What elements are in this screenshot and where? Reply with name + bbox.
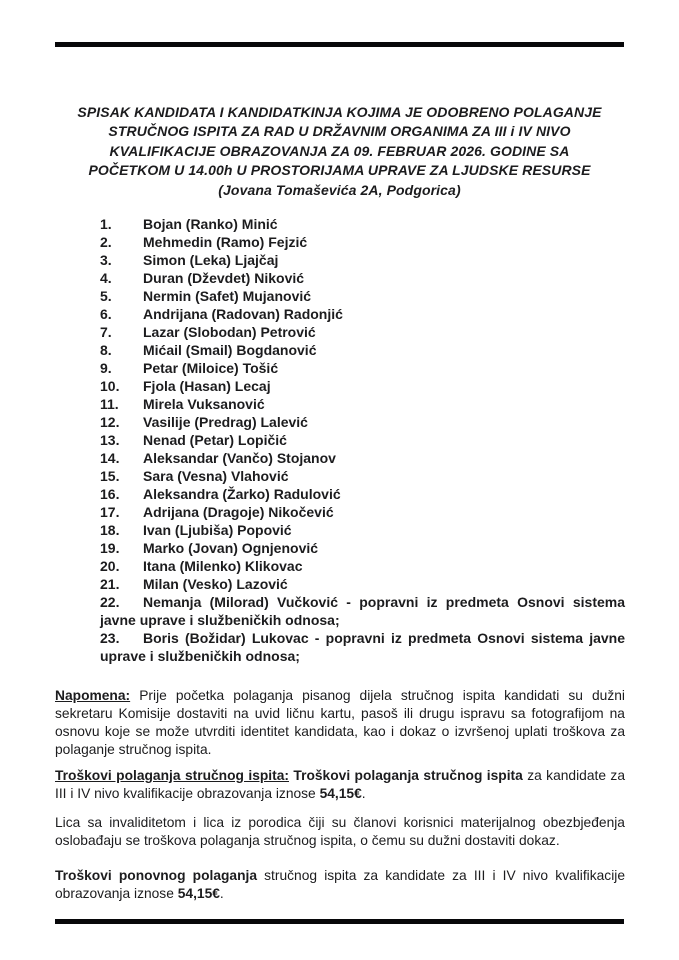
candidate-number: 7. [100,324,112,340]
candidate-row [100,323,625,341]
candidate-number: 15. [100,468,120,484]
candidate-number: 6. [100,306,112,322]
candidate-row [100,629,625,665]
candidate-name: Mićail (Smail) Bogdanović [143,342,317,358]
paragraph-napomena [55,687,625,759]
paragraph-lica-sa-invaliditetom [55,814,625,850]
candidate-number: 23. [100,630,120,646]
text-segment: stručnog ispita za kandidate za III i IV nivo kvalifikacije obrazovanja iznose [55,868,625,901]
candidate-number: 4. [100,270,112,286]
candidate-row [100,233,625,251]
candidate-name: Simon (Leka) Ljajčaj [143,252,279,268]
candidate-name: Aleksandra (Žarko) Radulović [143,486,341,502]
candidate-name: Marko (Jovan) Ognjenović [143,540,319,556]
document-title: SPISAK KANDIDATA I KANDIDATKINJA KOJIMA JE ODOBRENO POLAGANJE STRUČNOG ISPITA ZA RAD U DRŽAVNIM ORGANIMA ZA III i IV NIVO KVALIFIKACIJE OBRAZOVANJA ZA 09. FEBRUAR 2026. GODINE SA POČETKOM U 14.00h U PROSTORIJAMA UPRAVE ZA LJUDSKE RESURSE (Jovana Tomaševića 2A, Podgorica) [77,104,602,198]
candidate-row [100,503,625,521]
text-segment: Prije početka polaganja pisanog dijela stručnog ispita kandidati su dužni sekretaru Komisije dostaviti na uvid ličnu kartu, pasoš ili drugu ispravu sa fotografijom na osnovu koje se može utvrditi identitet kandidata, kao i dokaz o izvršenoj uplati troškova za polaganje stručnog ispita. [55,688,625,757]
candidate-name: Lazar (Slobodan) Petrović [143,324,316,340]
candidate-row [100,215,625,233]
candidate-row [100,485,625,503]
candidate-number: 18. [100,522,120,538]
candidate-name: Nenad (Petar) Lopičić [143,432,287,448]
candidate-name: Itana (Milenko) Klikovac [143,558,303,574]
candidate-row [100,593,625,629]
paragraph-troskovi-polaganja [55,767,625,803]
candidate-number: 5. [100,288,112,304]
candidate-name: Nemanja (Milorad) Vučković - popravni iz predmeta Osnovi sistema javne uprave i službeničkih odnosa; [100,594,625,628]
candidate-row [100,449,625,467]
text-segment: . [219,886,224,901]
candidate-row [100,287,625,305]
candidate-name: Petar (Miloice) Tošić [143,360,279,376]
candidate-row [100,521,625,539]
candidate-name: Nermin (Safet) Mujanović [143,288,312,304]
text-segment: za kandidate za III i IV nivo kvalifikacije obrazovanja iznose [55,768,625,801]
text-segment: 54,15€ [177,886,220,901]
candidate-number: 9. [100,360,112,376]
document-paragraphs [55,687,625,903]
candidate-name: Duran (Dževdet) Niković [143,270,305,286]
text-segment: Troškovi polaganja stručnog ispita: [55,768,289,783]
candidate-name: Mirela Vuksanović [143,396,265,412]
candidate-row [100,251,625,269]
candidate-row [100,269,625,287]
candidate-row [100,557,625,575]
candidate-number: 17. [100,504,120,520]
candidate-row [100,539,625,557]
candidate-name: Aleksandar (Vančo) Stojanov [143,450,336,466]
candidate-number: 20. [100,558,120,574]
paragraph-troskovi-ponovnog [55,867,625,903]
text-segment: Troškovi polaganja stručnog ispita [293,768,523,783]
candidate-row [100,575,625,593]
candidate-number: 11. [100,396,119,412]
candidate-number: 13. [100,432,120,448]
candidate-row [100,377,625,395]
candidate-list [100,215,625,665]
candidate-number: 1. [100,216,112,232]
candidate-number: 22. [100,594,120,610]
candidate-row [100,431,625,449]
candidate-number: 2. [100,234,112,250]
text-segment: . [361,786,366,801]
candidate-row [100,467,625,485]
candidate-number: 19. [100,540,120,556]
candidate-name: Andrijana (Radovan) Radonjić [143,306,343,322]
candidate-name: Sara (Vesna) Vlahović [143,468,289,484]
candidate-number: 21. [100,576,120,592]
candidate-name: Mehmedin (Ramo) Fejzić [143,234,308,250]
candidate-name: Vasilije (Predrag) Lalević [143,414,308,430]
candidate-name: Fjola (Hasan) Lecaj [143,378,271,394]
text-segment: Lica sa invaliditetom i lica iz porodica čiji su članovi korisnici materijalnog obezbjeđenja oslobađaju se troškova polaganja stručnog ispita, o čemu su dužni dostaviti dokaz. [55,815,625,848]
candidate-row [100,341,625,359]
candidate-row [100,305,625,323]
candidate-number: 12. [100,414,120,430]
candidate-row [100,359,625,377]
top-divider-rule [55,42,624,47]
candidate-number: 14. [100,450,120,466]
bottom-divider-rule [55,919,624,924]
candidate-name: Bojan (Ranko) Minić [143,216,278,232]
candidate-name: Boris (Božidar) Lukovac - popravni iz predmeta Osnovi sistema javne uprave i službeničkih odnosa; [100,630,625,664]
candidate-number: 10. [100,378,120,394]
text-segment: Napomena: [55,688,131,703]
candidate-number: 3. [100,252,112,268]
text-segment: 54,15€ [319,786,362,801]
candidate-row [100,395,625,413]
text-segment: Troškovi ponovnog polaganja [55,868,258,883]
candidate-number: 8. [100,342,112,358]
candidate-name: Adrijana (Dragoje) Nikočević [143,504,334,520]
candidate-number: 16. [100,486,120,502]
candidate-name: Ivan (Ljubiša) Popović [143,522,292,538]
candidate-row [100,413,625,431]
candidate-name: Milan (Vesko) Lazović [143,576,288,592]
